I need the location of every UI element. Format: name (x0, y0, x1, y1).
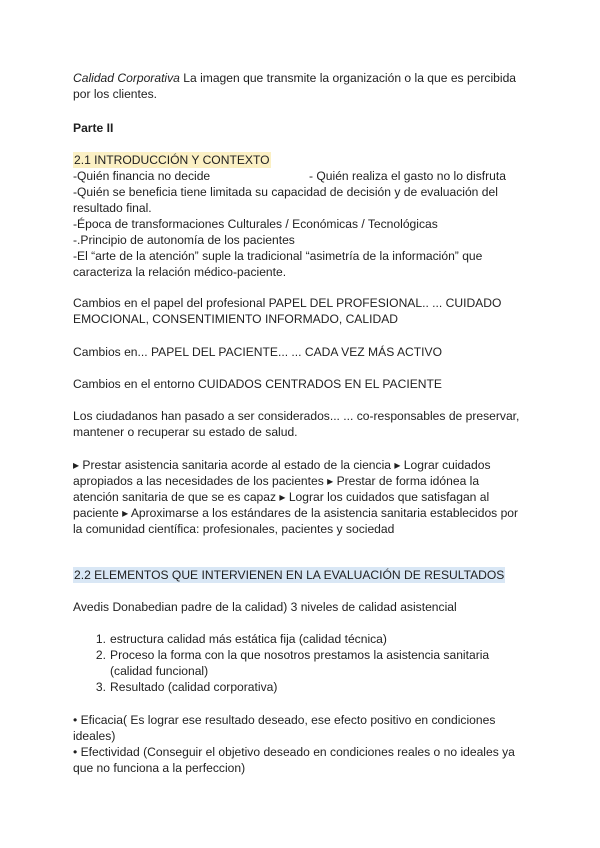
bullet-line: • Efectividad (Conseguir el objetivo deseado en condiciones reales o no ideales ya (73, 745, 515, 759)
intro-definition: La imagen que transmite la organización o la que es percibida (179, 71, 517, 85)
who-finances: -Quién financia no decide (73, 169, 211, 183)
paragraph-line: la comunidad científica: profesionales, pacientes y sociedad (73, 522, 395, 536)
paragraph-line: Cambios en el papel del profesional PAPEL DEL PROFESIONAL.. ... CUIDADO (73, 296, 502, 310)
section1-block (73, 152, 542, 280)
paragraph-line: Los ciudadanos han pasado a ser considerados... ... co-responsables de preservar, (73, 409, 520, 423)
section2-heading: 2.2 ELEMENTOS QUE INTERVIENEN EN LA EVALUACIÓN DE RESULTADOS (74, 568, 505, 582)
citizens-paragraph (73, 408, 542, 440)
list-text: (calidad funcional) (110, 664, 209, 678)
list-text: Resultado (calidad corporativa) (110, 680, 278, 694)
list-number: 3. (95, 680, 106, 694)
bullet-line: que no funciona a la perfeccion) (73, 761, 246, 775)
section1-heading-line (73, 152, 542, 168)
paragraph-line: Cambios en... PAPEL DEL PACIENTE... ... CADA VEZ MÁS ACTIVO (73, 345, 442, 359)
section1-line: -Quién se beneficia tiene limitada su capacidad de decisión y de evaluación del (73, 185, 498, 199)
section1-line: -.Principio de autonomía de los pacientes (73, 233, 295, 247)
effectiveness-bullet (73, 744, 542, 776)
list-number: 2. (95, 648, 106, 662)
who-spends: - Quién realiza el gasto no lo disfruta (309, 169, 506, 183)
paragraph-line: Cambios en el entorno CUIDADOS CENTRADOS EN EL PACIENTE (73, 377, 442, 391)
section1-heading: 2.1 INTRODUCCIÓN Y CONTEXTO (74, 153, 270, 167)
bullet-line: ideales) (73, 729, 116, 743)
bullet-line: • Eficacia( Es lograr ese resultado deseado, ese efecto positivo en condiciones (73, 713, 496, 727)
professional-paragraph (73, 295, 542, 327)
section1-line (73, 168, 542, 184)
section1-line: resultado final. (73, 201, 152, 215)
paragraph-line: mantener o recuperar su estado de salud. (73, 425, 298, 439)
efficacy-bullet (73, 712, 542, 744)
section2-heading-line (73, 567, 542, 583)
intro-line-1 (73, 70, 542, 86)
paragraph-line: EMOCIONAL, CONSENTIMIENTO INFORMADO, CALIDAD (73, 312, 398, 326)
list-text: Proceso la forma con la que nosotros prestamos la asistencia sanitaria (110, 648, 490, 662)
intro-term: Calidad Corporativa (73, 71, 180, 85)
section1-line: -El “arte de la atención” suple la tradicional “asimetría de la información” que (73, 249, 483, 263)
section1-line: -Época de transformaciones Culturales / Económicas / Tecnológicas (73, 217, 438, 231)
section1-line: caracteriza la relación médico-paciente. (73, 265, 287, 279)
goals-paragraph (73, 457, 542, 537)
part-title: Parte II (73, 121, 114, 135)
intro-paragraph (73, 70, 542, 102)
list-number: 1. (95, 632, 106, 646)
paragraph-line: ▸ Prestar asistencia sanitaria acorde al estado de la ciencia ▸ Lograr cuidados (73, 458, 491, 472)
paragraph-line: Avedis Donabedian padre de la calidad) 3 niveles de calidad asistencial (73, 600, 457, 614)
intro-line-2: por los clientes. (73, 87, 158, 101)
environment-paragraph (73, 376, 542, 392)
paragraph-line: apropiados a las necesidades de los pacientes ▸ Prestar de forma idónea la (73, 474, 480, 488)
list-text: estructura calidad más estática fija (calidad técnica) (110, 632, 387, 646)
donabedian-paragraph (73, 599, 542, 615)
paragraph-line: atención sanitaria de que se es capaz ▸ Lograr los cuidados que satisfagan al (73, 490, 490, 504)
patient-paragraph (73, 344, 542, 360)
paragraph-line: paciente ▸ Aproximarse a los estándares de la asistencia sanitaria establecidos por (73, 506, 519, 520)
